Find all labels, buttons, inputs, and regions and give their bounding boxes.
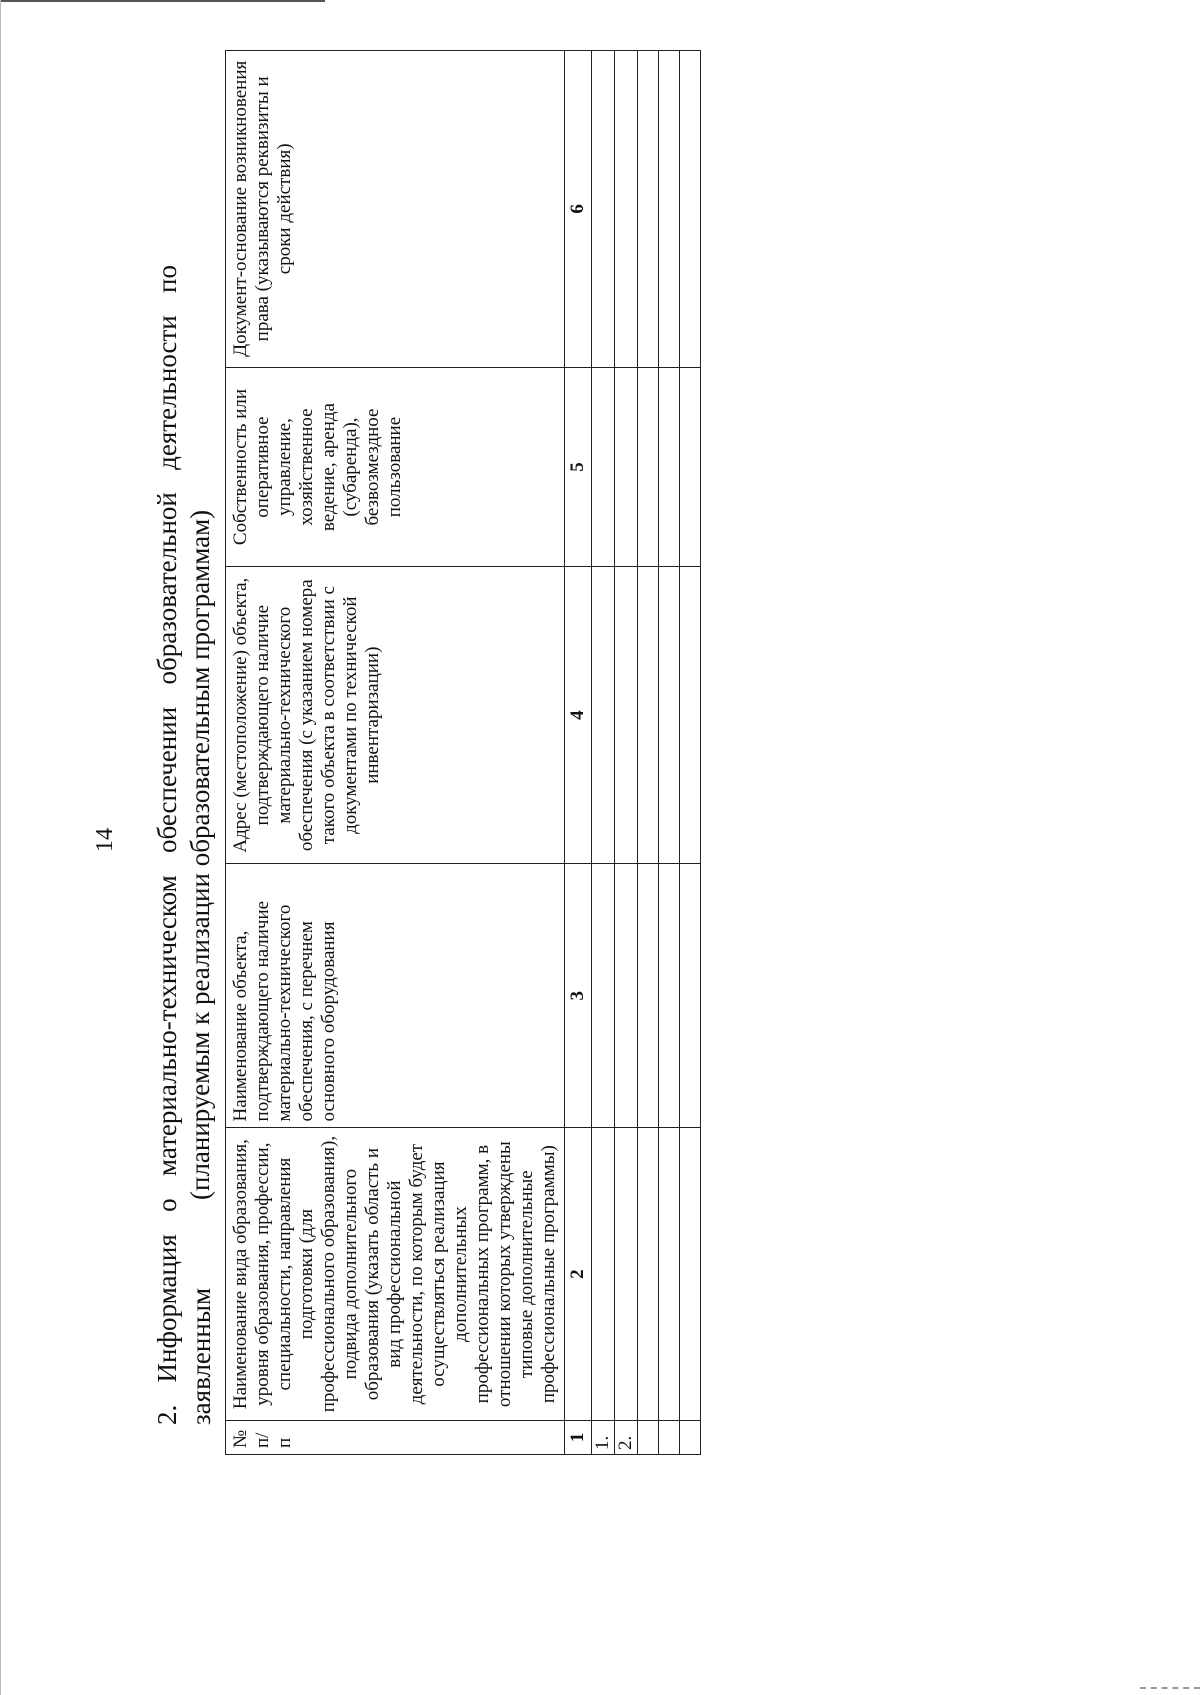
table-cell [680,863,701,1128]
table-row [615,51,638,1455]
table-cell [638,567,659,864]
column-number-row [565,51,592,1455]
table-cell [592,367,615,567]
table-cell [659,367,680,567]
table-cell [680,1420,701,1454]
column-number: 2 [565,1128,592,1420]
table-header-row [226,51,565,1455]
table-cell [659,1128,680,1420]
table-cell [592,863,615,1128]
header-education-type: Наименование вида образования, уровня образования, профессии, специальности, направления подготовки (для профессионального образования), подвида дополнительного образования (указать область и вид профессиональной деятельности, по которым будет осуществляться реализация дополнительных профессиональных программ, в отношении которых утверждены типовые дополнительные профессиональные программы) [226,1128,565,1420]
rotated-page [50,50,1190,1650]
table-row [659,51,680,1455]
column-number: 5 [565,367,592,567]
header-basis-document: Документ-основание возникновения права (указываются реквизиты и сроки действия) [226,51,565,368]
table-cell [592,51,615,368]
table-row [592,51,615,1455]
table-cell [615,1128,638,1420]
column-number: 3 [565,863,592,1128]
column-number: 4 [565,567,592,864]
table-cell [592,1128,615,1420]
table-cell [680,51,701,368]
header-object-address: Адрес (местоположение) объекта, подтверждающего наличие материально-технического обеспечения (с указанием номера такого объекта в соответствии с документами по технической инвентаризации) [226,567,565,864]
column-number: 6 [565,51,592,368]
table-cell [659,1420,680,1454]
table-cell [638,1128,659,1420]
page-number: 14 [92,828,118,852]
document-subtitle: (планируемым к реализации образовательным программам) [185,509,215,1200]
table-row [680,51,701,1455]
table-cell [615,567,638,864]
table-cell [638,51,659,368]
document-title: 2. Информация о материально-техническом обеспечении образовательной деятельности по заявленным [152,265,216,1425]
table-row [638,51,659,1455]
header-ownership: Собственность или оперативное управление, хозяйственное ведение, аренда (субаренда), безвозмездное пользование [226,367,565,567]
table-cell [659,863,680,1128]
table-cell [659,51,680,368]
table-cell [680,367,701,567]
table-cell [659,567,680,864]
table-cell [615,51,638,368]
scan-edge-left [0,0,1,1695]
table-cell [615,863,638,1128]
column-number: 1 [565,1420,592,1454]
header-object-name: Наименование объекта, подтверждающего наличие материально-технического обеспечения, с перечнем основного оборудования [226,863,565,1128]
scan-edge-bottom [1140,1687,1200,1689]
header-number: № п/п [226,1420,565,1454]
table-cell [592,567,615,864]
table-cell: 2. [615,1420,638,1454]
table-cell [680,567,701,864]
scan-edge-top [0,0,325,2]
table-cell: 1. [592,1420,615,1454]
material-support-table [225,50,701,1455]
table-cell [638,367,659,567]
table-cell [638,1420,659,1454]
table-cell [615,367,638,567]
table-cell [680,1128,701,1420]
table-cell [638,863,659,1128]
